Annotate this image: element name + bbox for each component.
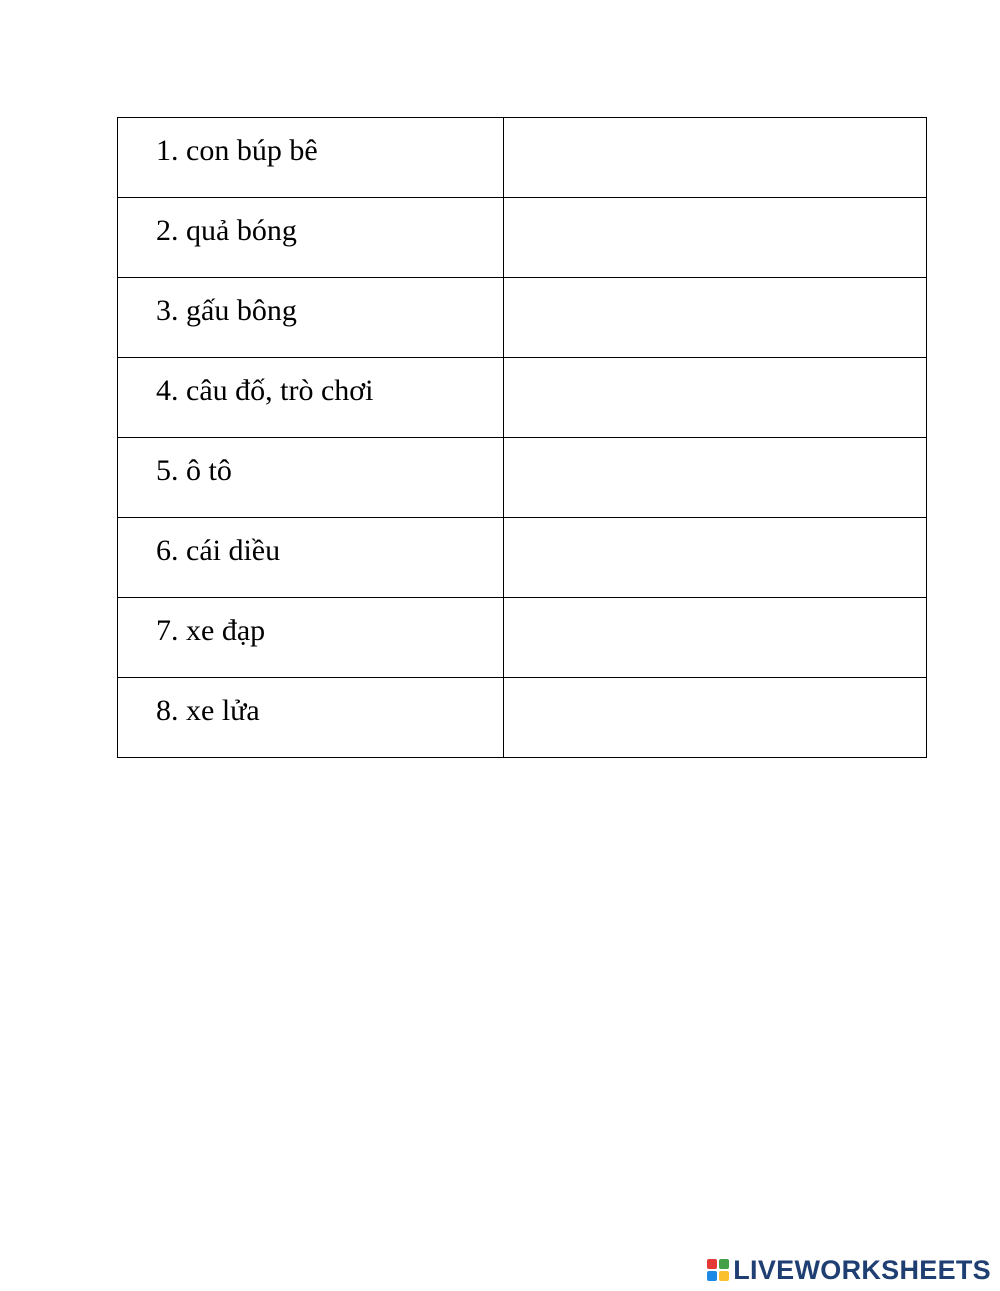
table-row	[118, 438, 927, 518]
logo-square	[719, 1259, 729, 1269]
answer-drop-zone[interactable]	[504, 278, 927, 358]
item-number: 5.	[156, 454, 179, 487]
item-cell	[118, 518, 504, 598]
item-label: con búp bê	[186, 134, 318, 167]
item-label: cái diều	[186, 534, 281, 567]
logo-square	[707, 1271, 717, 1281]
item-label: xe lửa	[186, 694, 260, 727]
table-row	[118, 278, 927, 358]
matching-table	[117, 117, 927, 758]
item-number: 1.	[156, 134, 179, 167]
item-label: quả bóng	[186, 214, 297, 247]
table-row	[118, 598, 927, 678]
item-number: 3.	[156, 294, 179, 327]
answer-drop-zone[interactable]	[504, 118, 927, 198]
table-row	[118, 518, 927, 598]
answer-drop-zone[interactable]	[504, 518, 927, 598]
item-number: 6.	[156, 534, 179, 567]
brand-text: LIVEWORKSHEETS	[733, 1254, 991, 1285]
item-cell	[118, 118, 504, 198]
liveworksheets-logo	[707, 1256, 991, 1284]
item-label: câu đố, trò chơi	[186, 374, 374, 407]
table-row	[118, 198, 927, 278]
item-label: xe đạp	[186, 614, 266, 647]
liveworksheets-logo-icon	[707, 1259, 729, 1281]
item-cell	[118, 678, 504, 758]
item-number: 2.	[156, 214, 179, 247]
item-number: 8.	[156, 694, 179, 727]
logo-square	[707, 1259, 717, 1269]
item-number: 7.	[156, 614, 179, 647]
item-cell	[118, 358, 504, 438]
item-cell	[118, 278, 504, 358]
answer-drop-zone[interactable]	[504, 438, 927, 518]
table-row	[118, 358, 927, 438]
logo-square	[719, 1271, 729, 1281]
item-cell	[118, 598, 504, 678]
answer-drop-zone[interactable]	[504, 598, 927, 678]
item-label: ô tô	[186, 454, 232, 487]
item-label: gấu bông	[186, 294, 297, 327]
table-row	[118, 678, 927, 758]
item-cell	[118, 198, 504, 278]
table-row	[118, 118, 927, 198]
answer-drop-zone[interactable]	[504, 678, 927, 758]
answer-drop-zone[interactable]	[504, 358, 927, 438]
answer-drop-zone[interactable]	[504, 198, 927, 278]
item-number: 4.	[156, 374, 179, 407]
item-cell	[118, 438, 504, 518]
